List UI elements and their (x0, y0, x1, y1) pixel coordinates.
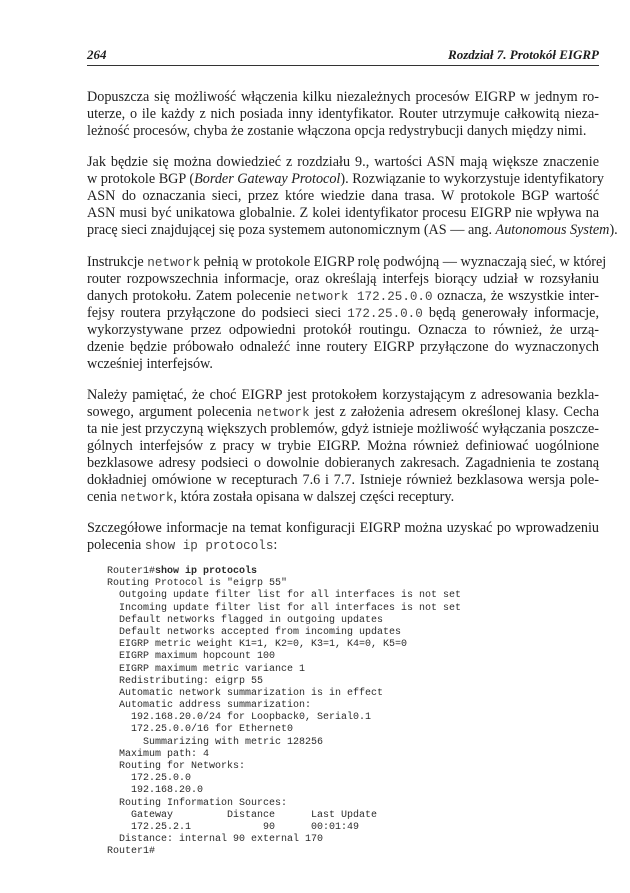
code-output-line: Incoming update filter list for all interfaces is not set (107, 602, 462, 614)
text-segment: gólnych interfejsów z pracy w trybie EIGRP. Można również definiować uogólnione (87, 438, 599, 454)
code-output-line: EIGRP maximum hopcount 100 (107, 651, 276, 663)
text-line (87, 537, 599, 554)
text-line (87, 188, 599, 205)
text-line (87, 123, 599, 140)
text-segment: Instrukcje (87, 254, 148, 270)
text-line (87, 254, 607, 271)
text-line (87, 472, 599, 489)
text-segment: jest z założenia adresem określonej klasy. Cecha (309, 404, 599, 420)
paragraph (87, 89, 599, 140)
code-output-line: Automatic network summarization is in effect (107, 687, 384, 699)
code-output-line: Routing Information Sources: (107, 797, 288, 809)
text-line (87, 520, 599, 537)
code-output-line: 192.168.20.0/24 for Loopback0, Serial0.1 (107, 712, 372, 724)
page-number: 264 (87, 47, 107, 62)
code-output-line: Outgoing update filter list for all interfaces is not set (107, 590, 462, 602)
text-line (87, 89, 599, 106)
text-segment: pełnią w protokole EIGRP rolę podwójną — wyznaczają sieć, w której (200, 254, 607, 270)
body-text (87, 89, 618, 568)
code-command: show ip protocols (155, 566, 258, 577)
text-segment: router rozpowszechnia informacje, oraz określają interfejs biorący udział w rozsyłaniu (87, 271, 599, 287)
paragraph (87, 154, 618, 239)
text-segment: będą generowały informacje, (422, 305, 599, 321)
text-line (87, 154, 599, 171)
text-line (87, 271, 599, 288)
inline-code: network 172.25.0.0 (295, 290, 433, 304)
code-output-line: EIGRP metric weight K1=1, K2=0, K3=1, K4=0, K5=0 (107, 639, 408, 651)
code-output-line: 172.25.0.0 (107, 773, 192, 785)
text-segment: oznacza, że wszystkie inter- (432, 288, 599, 304)
text-segment: ASN musi być unikatowa globalnie. Z kolei identyfikator procesu EIGRP nie wpływa na (87, 205, 599, 221)
code-output-line: Routing Protocol is "eigrp 55" (107, 578, 288, 590)
text-segment: , która została opisana w dalszej części receptury. (173, 489, 455, 505)
code-output-line: 192.168.20.0 (107, 785, 204, 797)
text-segment: ). (609, 222, 618, 238)
text-segment: pracę sieci znajdującej się poza systemem autonomicznym (AS — ang. (87, 222, 496, 238)
inline-code: 172.25.0.0 (347, 307, 423, 321)
text-segment: sowego, argument polecenia (87, 404, 257, 420)
inline-code: network (256, 406, 310, 420)
inline-code: network (120, 491, 174, 505)
text-line (87, 322, 599, 339)
text-segment: cenia (87, 489, 121, 505)
text-line (87, 222, 618, 239)
chapter-title: Rozdział 7. Protokół EIGRP (448, 47, 599, 62)
code-output-line: 172.25.0.0/16 for Ethernet0 (107, 724, 294, 736)
text-line (87, 339, 599, 356)
code-output-line: Default networks accepted from incoming updates (107, 626, 402, 638)
text-line (87, 171, 604, 188)
code-listing (107, 566, 461, 859)
code-output-line: Default networks flagged in outgoing updates (107, 614, 384, 626)
text-segment: w protokole BGP ( (87, 171, 195, 187)
text-line (87, 438, 599, 455)
text-line (87, 288, 599, 305)
running-header (87, 47, 599, 66)
paragraph (87, 254, 607, 373)
text-line (87, 356, 599, 373)
code-output-line: Gateway Distance Last Update (107, 809, 378, 821)
text-line (87, 489, 599, 506)
text-segment: Jak będzie się można dowiedzieć z rozdziału 9., wartości ASN mają większe znaczenie (87, 154, 599, 170)
text-segment: Dopuszcza się możliwość włączenia kilku niezależnych procesów EIGRP w jednym ro- (87, 89, 599, 105)
text-segment: bezklasowe adresy podsieci o dowolnie dobieranych zakresach. Zagadnienia te zostaną (87, 455, 599, 471)
code-output-line: Router1# (107, 846, 156, 858)
code-output-line: Maximum path: 4 (107, 748, 210, 760)
text-line (87, 106, 599, 123)
text-line (87, 205, 599, 222)
text-segment: polecenia (87, 537, 145, 553)
code-output-line: Summarizing with metric 128256 (107, 736, 324, 748)
inline-code: show ip protocols (144, 539, 274, 553)
paragraph (87, 520, 599, 554)
code-output-line: 172.25.2.1 90 00:01:49 (107, 821, 360, 833)
text-segment: ASN do oznaczania sieci, przez które wiedzie dana trasa. W protokole BGP wartość (87, 188, 599, 204)
text-line (87, 387, 599, 404)
text-line (87, 305, 599, 322)
text-segment: leżność procesów, chyba że zostanie włączona opcja redystrybucji danych między nimi. (87, 123, 587, 139)
code-output-line: Routing for Networks: (107, 761, 246, 772)
text-segment: fejsy routera przyłączone do podsieci sieci (87, 305, 348, 321)
text-segment: ). Rozwiązanie to wykorzystuje identyfikatory (340, 171, 604, 187)
italic-term: Autonomous System (495, 222, 610, 238)
text-line (87, 404, 599, 421)
code-output-line: Automatic address summarization: (107, 700, 312, 712)
italic-term: Border Gateway Protocol (194, 171, 341, 187)
text-segment: wcześniej interfejsów. (87, 356, 213, 372)
text-segment: : (273, 537, 278, 553)
text-line (87, 455, 599, 472)
text-segment: danych protokołu. Zatem polecenie (87, 288, 296, 304)
text-line (87, 421, 599, 438)
text-segment: wykorzystywane przez odpowiedni protokół routingu. Oznacza to również, że urzą- (87, 322, 599, 338)
code-prompt: Router1# (107, 566, 156, 577)
text-segment: Należy pamiętać, że choć EIGRP jest protokołem korzystającym z adresowania bezkla- (87, 387, 599, 403)
text-segment: dzenie będzie próbowało odnaleźć inne routery EIGRP przyłączone do wyznaczonych (87, 339, 599, 355)
text-segment: ta nie jest przyczyną większych problemów, gdyż istnieje możliwość wyłączania poszcze- (87, 421, 599, 437)
inline-code: network (147, 256, 201, 270)
code-output-line: Redistributing: eigrp 55 (107, 675, 264, 687)
code-output-line: Distance: internal 90 external 170 (107, 834, 324, 846)
text-segment: uterze, o ile każdy z nich posiada inny identyfikator. Router utrzymuje całkowitą nieza- (87, 106, 599, 122)
code-command-line (107, 566, 461, 578)
paragraph (87, 387, 599, 506)
text-segment: dokładniej omówione w recepturach 7.6 i 7.7. Istnieje również bezklasowa wersja pole- (87, 472, 599, 488)
code-output-line: EIGRP maximum metric variance 1 (107, 663, 306, 675)
text-segment: Szczegółowe informacje na temat konfiguracji EIGRP można uzyskać po wprowadzeniu (87, 520, 599, 536)
